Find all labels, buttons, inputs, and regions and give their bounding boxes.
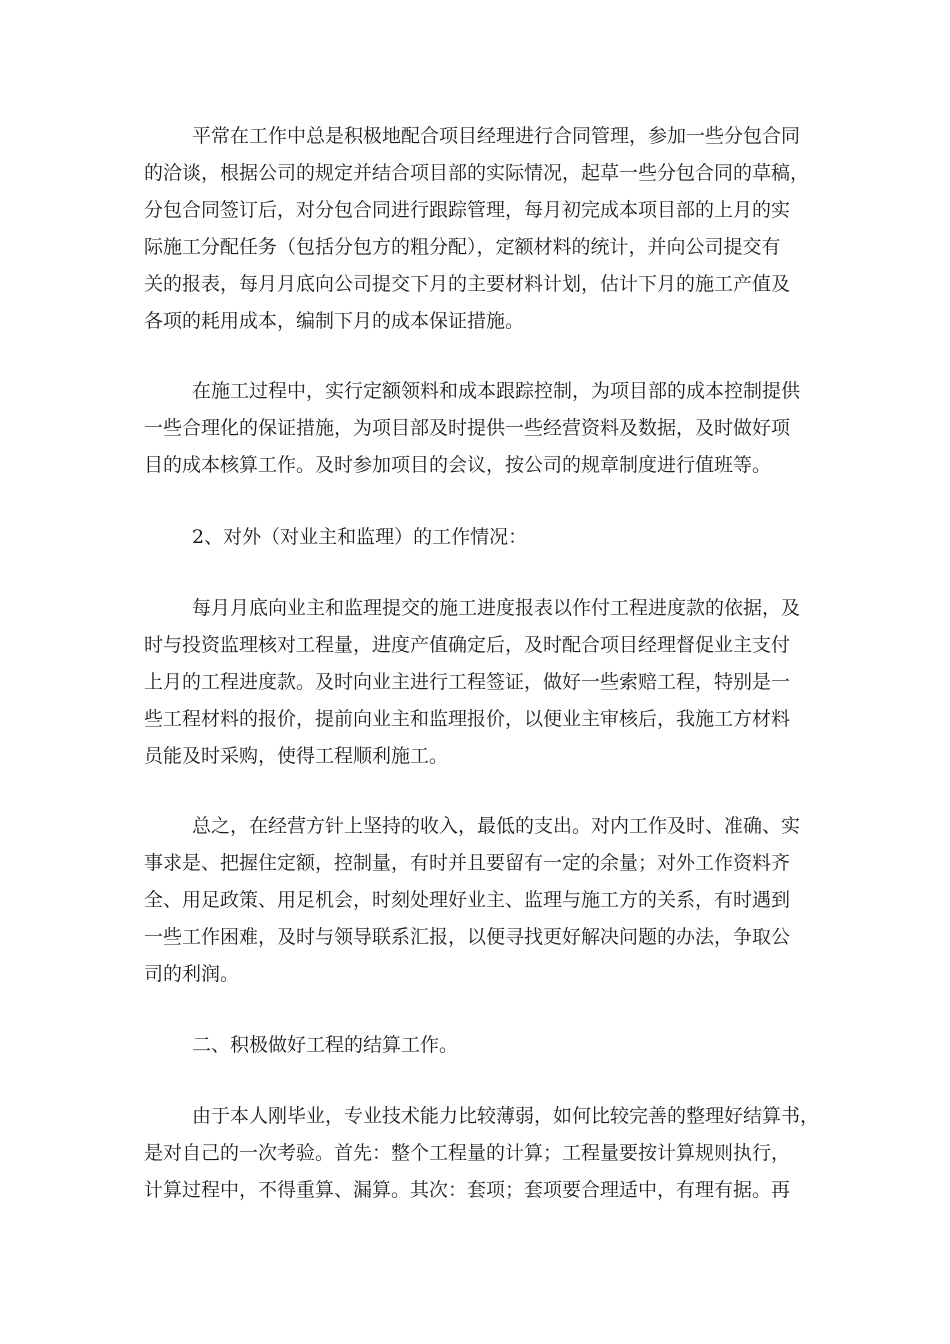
text-line: 关的报表，每月月底向公司提交下月的主要材料计划，估计下月的施工产值及 <box>144 273 791 295</box>
text-line: 各项的耗用成本，编制下月的成本保证措施。 <box>144 310 525 332</box>
text-line: 际施工分配任务（包括分包方的粗分配），定额材料的统计，并向公司提交有 <box>144 236 781 258</box>
text-line: 员能及时采购，使得工程顺利施工。 <box>144 745 449 767</box>
text-line: 二、积极做好工程的结算工作。 <box>192 1034 459 1056</box>
paragraph-summary <box>144 808 810 993</box>
paragraph-contract-management <box>144 118 810 340</box>
text-line: 司的利润。 <box>144 963 240 985</box>
text-line: 一些合理化的保证措施，为项目部及时提供一些经营资料及数据，及时做好项 <box>144 417 791 439</box>
paragraph-progress-reports <box>144 590 810 775</box>
text-line: 由于本人刚毕业，专业技术能力比较薄弱，如何比较完善的整理好结算书， <box>192 1105 820 1127</box>
text-line: 是对自己的一次考验。首先：整个工程量的计算；工程量要按计算规则执行， <box>144 1142 791 1164</box>
text-line: 在施工过程中，实行定额领料和成本跟踪控制，为项目部的成本控制提供 <box>192 380 801 402</box>
text-line: 每月月底向业主和监理提交的施工进度报表以作付工程进度款的依据，及 <box>192 597 801 619</box>
text-line: 的洽谈，根据公司的规定并结合项目部的实际情况，起草一些分包合同的草稿， <box>144 162 810 184</box>
text-line: 事求是、把握住定额，控制量，有时并且要留有一定的余量；对外工作资料齐 <box>144 852 791 874</box>
paragraph-settlement-work <box>144 1098 820 1209</box>
paragraph-construction-process <box>144 373 810 484</box>
section-heading-external-work <box>144 519 810 556</box>
section-heading-settlement <box>144 1027 810 1064</box>
text-line: 上月的工程进度款。及时向业主进行工程签证，做好一些索赔工程，特别是一 <box>144 671 791 693</box>
text-line: 分包合同签订后，对分包合同进行跟踪管理，每月初完成本项目部的上月的实 <box>144 199 791 221</box>
text-line: 时与投资监理核对工程量，进度产值确定后，及时配合项目经理督促业主支付 <box>144 634 791 656</box>
text-line: 计算过程中，不得重算、漏算。其次：套项；套项要合理适中，有理有据。再 <box>144 1179 791 1201</box>
text-line: 一些工作困难，及时与领导联系汇报，以便寻找更好解决问题的办法，争取公 <box>144 926 791 948</box>
text-line: 总之，在经营方针上坚持的收入，最低的支出。对内工作及时、准确、实 <box>192 815 801 837</box>
text-line: 些工程材料的报价，提前向业主和监理报价，以便业主审核后，我施工方材料 <box>144 708 791 730</box>
text-line: 全、用足政策、用足机会，时刻处理好业主、监理与施工方的关系，有时遇到 <box>144 889 791 911</box>
text-line: 2、对外（对业主和监理）的工作情况： <box>192 526 528 548</box>
text-line: 目的成本核算工作。及时参加项目的会议，按公司的规章制度进行值班等。 <box>144 454 772 476</box>
text-line: 平常在工作中总是积极地配合项目经理进行合同管理，参加一些分包合同 <box>192 125 801 147</box>
